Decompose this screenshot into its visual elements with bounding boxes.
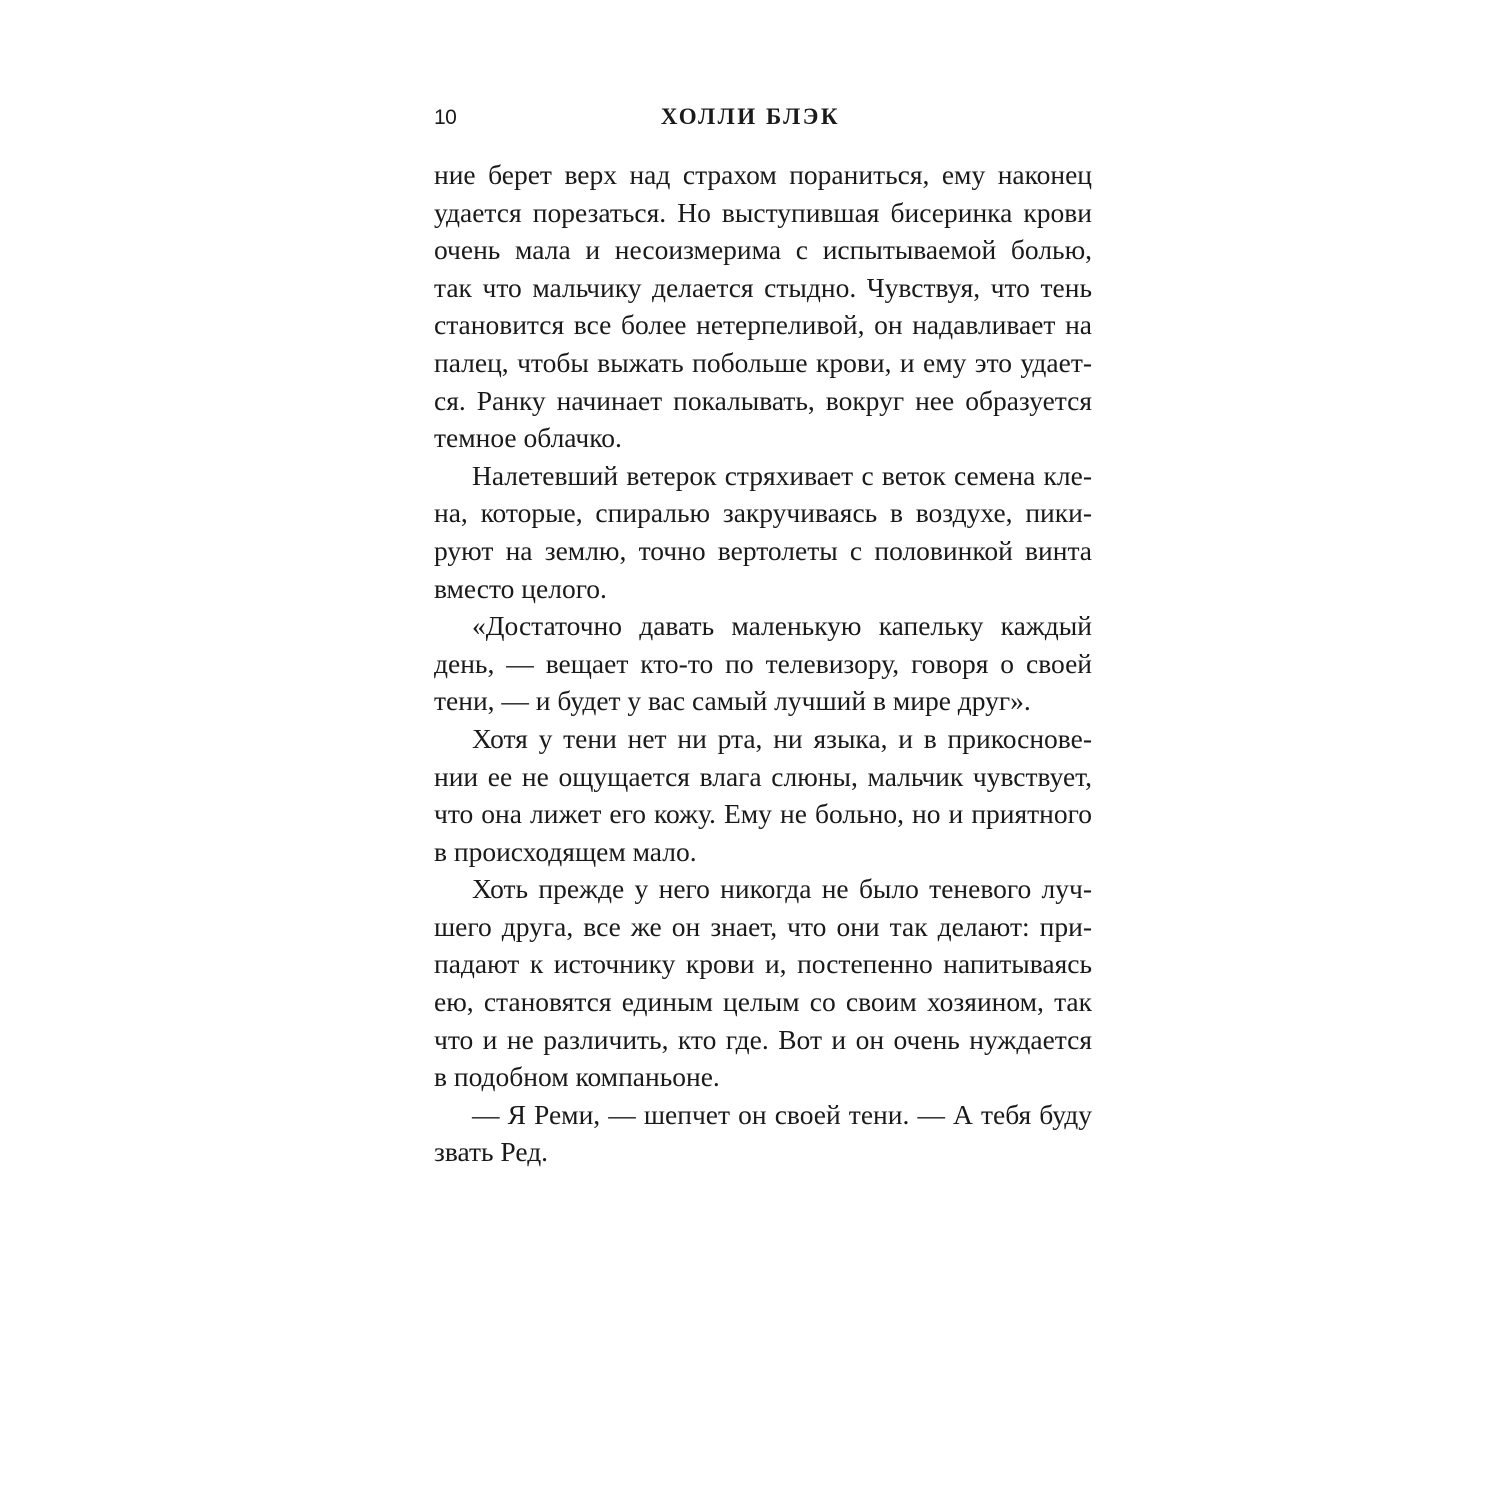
page-header xyxy=(434,104,840,138)
text-line: удается порезаться. Но выступившая бисеринка крови xyxy=(434,196,1092,228)
text-line: шего друга, все же он знает, что они так делают: при- xyxy=(434,910,1092,942)
text-line: — Я Реми, — шепчет он своей тени. — А тебя буду xyxy=(472,1098,1092,1130)
page-number: 10 xyxy=(434,106,457,129)
text-line: день, — вещает кто-то по телевизору, говоря о своей xyxy=(434,647,1092,679)
paragraph xyxy=(434,457,1092,607)
paragraph xyxy=(434,870,1092,1096)
text-line: темное облачко. xyxy=(434,422,622,454)
page-body xyxy=(434,156,1092,1171)
text-line: падают к источнику крови и, постепенно напитываясь xyxy=(434,948,1092,980)
text-line: ею, становятся единым целым со своим хозяином, так xyxy=(434,986,1092,1018)
text-line: что и не различить, кто где. Вот и он очень нуждается xyxy=(434,1023,1092,1055)
running-title: ХОЛЛИ БЛЭК xyxy=(660,104,840,129)
text-line: ние берет верх над страхом пораниться, ему наконец xyxy=(434,159,1092,190)
text-line: очень мала и несоизмерима с испытываемой болью, xyxy=(434,234,1092,266)
paragraph xyxy=(434,720,1092,870)
text-line: тени, — и будет у вас самый лучший в мире друг». xyxy=(434,685,1031,717)
text-line: руют на землю, точно вертолеты с половинкой винта xyxy=(434,534,1092,566)
text-line: в происходящем мало. xyxy=(434,835,697,867)
text-line: становится все более нетерпеливой, он надавливает на xyxy=(434,309,1092,341)
text-line: ся. Ранку начинает покалывать, вокруг нее образуется xyxy=(434,384,1092,416)
text-line: палец, чтобы выжать побольше крови, и ему это удает- xyxy=(434,346,1092,378)
text-line: Хотя у тени нет ни рта, ни языка, и в прикоснове- xyxy=(472,722,1092,754)
text-line: Хоть прежде у него никогда не было теневого луч- xyxy=(472,873,1092,905)
paragraph xyxy=(434,607,1092,720)
text-line: в подобном компаньоне. xyxy=(434,1061,720,1093)
text-line: звать Ред. xyxy=(434,1136,549,1168)
paragraph xyxy=(434,156,1092,457)
paragraph xyxy=(434,1096,1092,1171)
text-line: вместо целого. xyxy=(434,572,607,604)
text-line: «Достаточно давать маленькую капельку каждый xyxy=(472,610,1092,642)
text-line: на, которые, спиралью закручиваясь в воздухе, пики- xyxy=(434,497,1092,529)
text-line: так что мальчику делается стыдно. Чувствуя, что тень xyxy=(434,271,1092,303)
text-line: нии ее не ощущается влага слюны, мальчик чувствует, xyxy=(434,760,1092,792)
text-line: что она лижет его кожу. Ему не больно, но и приятного xyxy=(434,798,1092,830)
text-line: Налетевший ветерок стряхивает с веток семена кле- xyxy=(472,459,1092,491)
